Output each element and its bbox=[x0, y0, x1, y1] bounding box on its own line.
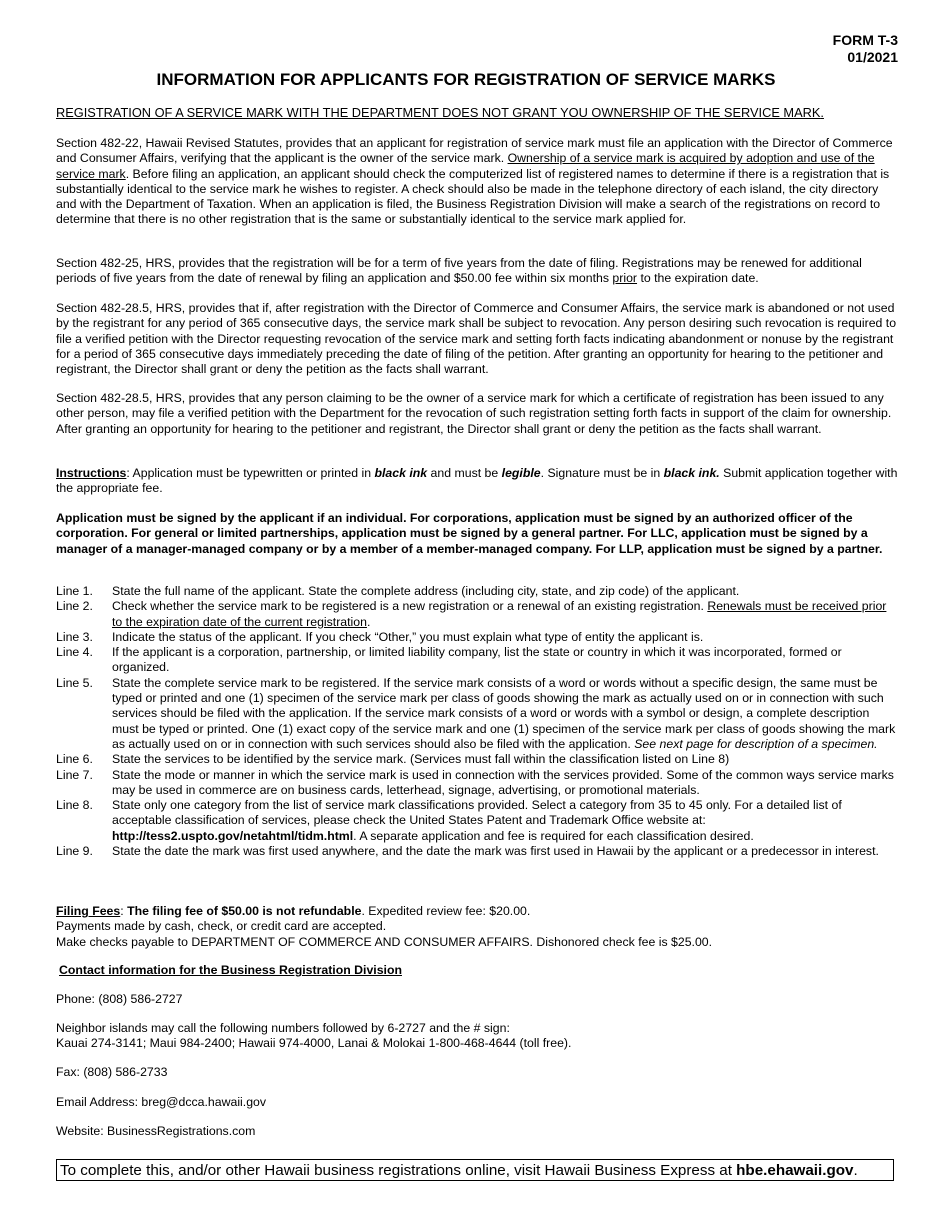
line-number: Line 4. bbox=[56, 645, 93, 660]
paragraph-482-22 bbox=[56, 136, 898, 228]
line-item-8 bbox=[56, 798, 898, 844]
instructions-legible: legible bbox=[501, 466, 541, 480]
line-item-7 bbox=[56, 768, 898, 799]
line-text bbox=[112, 599, 898, 630]
line-8-text-c: . A separate application and fee is required for each classification desired. bbox=[353, 828, 754, 843]
line-8-text-a: State only one category from the list of service mark classifications provided. Select a category from 35 to 45 only. For a detailed list of acceptable classification of services, please check the United States Patent and Trademark Office website at: bbox=[112, 798, 842, 828]
line-5-text-a: State the complete service mark to be registered. If the service mark consists of a word or words without a specific design, the same must be typed or printed and one (1) specimen of the service mark per class of goods showing the mark as actually used on or in connection with such services should be filed with the application. If the service mark consists of a word or words with a symbol or design, a complete description must be typed or printed. One (1) exact copy of the service mark and one (1) specimen of the service mark per class of goods showing the mark as actually used on or in connection with such services should also be filed with the application. bbox=[112, 675, 896, 751]
instructions-signature-ink: black ink. bbox=[663, 466, 720, 480]
line-text: Indicate the status of the applicant. If you check “Other,” you must explain what type of entity the applicant is. bbox=[112, 629, 704, 644]
line-number: Line 2. bbox=[56, 599, 93, 614]
filing-fees-separator: : bbox=[120, 904, 128, 918]
line-item-2 bbox=[56, 599, 898, 630]
line-number: Line 9. bbox=[56, 844, 93, 859]
line-item-9 bbox=[56, 844, 898, 859]
para2-prior-underlined: prior bbox=[612, 271, 638, 286]
line-number: Line 6. bbox=[56, 752, 93, 767]
banner-text: To complete this, and/or other Hawaii business registrations online, visit Hawaii Business Express at bbox=[60, 1162, 737, 1179]
instructions-text-2: and must be bbox=[427, 466, 502, 480]
banner-period: . bbox=[853, 1162, 858, 1179]
paragraph-482-28-5-abandonment: Section 482-28.5, HRS, provides that if, after registration with the Director of Commerce and Consumer Affairs, the service mark is abandoned or not used by the registrant for any period of 365 consecutive days, the service mark shall be subject to revocation. Any person desiring such revocation is required to file a verified petition with the Director requesting revocation of the service mark and setting forth facts indicating abandonment or nonuse by the registrant for a period of 365 consecutive days immediately preceding the date of filing of the petition. After granting an opportunity for hearing to the petitioner and registrant, the Director shall grant or deny the petition as the facts shall warrant. bbox=[56, 301, 897, 377]
line-5-specimen-note: See next page for description of a specimen. bbox=[634, 736, 878, 751]
line-item-1 bbox=[56, 584, 898, 599]
instructions-black-ink: black ink bbox=[374, 466, 428, 480]
filing-fee-not-refundable: The filing fee of $50.00 is not refundable bbox=[127, 904, 362, 918]
ownership-notice bbox=[56, 105, 824, 120]
line-text bbox=[112, 798, 898, 844]
neighbor-islands-info bbox=[56, 1021, 898, 1052]
form-number: FORM T-3 bbox=[832, 32, 898, 48]
neighbor-islands-intro: Neighbor islands may call the following numbers followed by 6-2727 and the # sign: bbox=[56, 1021, 510, 1035]
instructions-text-4: Submit application together with the appropriate fee. bbox=[56, 466, 898, 496]
para2-text-a: Section 482-25, HRS, provides that the registration will be for a term of five years from the date of filing. Registrations may be renewed for additional periods of five years from the date of renewal by filing an application and $50.00 fee within six months bbox=[56, 256, 862, 286]
contact-heading: Contact information for the Business Registration Division bbox=[59, 963, 402, 977]
form-date: 01/2021 bbox=[847, 49, 898, 65]
neighbor-islands-numbers: Kauai 274-3141; Maui 984-2400; Hawaii 974-4000, Lanai & Molokai 1-800-468-4644 (toll free). bbox=[56, 1036, 572, 1051]
payment-methods: Payments made by cash, check, or credit card are accepted. bbox=[56, 919, 387, 934]
line-text bbox=[112, 676, 898, 752]
line-number: Line 7. bbox=[56, 767, 93, 782]
line-number: Line 5. bbox=[56, 675, 93, 690]
line-text: State the mode or manner in which the service mark is used in connection with the services provided. Some of the common ways service marks may be used in commerce are on business cards, letterhead, signage, advertising, or promotional materials. bbox=[112, 767, 894, 797]
expedited-fee-text: . Expedited review fee: $20.00. bbox=[361, 904, 531, 918]
para1-text-c: . Before filing an application, an applicant should check the computerized list of registered names to determine if there is a registration that is substantially identical to the service mark he wishes to register. A check should also be made in the telephone directory of each island, the city directory and with the Department of Taxation. When an application is filed, the Business Registration Division will make a search of the registrations on record to determine that there is no other registration that is the same or substantially identical to the service mark applied for. bbox=[56, 166, 890, 227]
line-2-renewal-underlined: Renewals must be received prior to the expiration date of the current registration bbox=[112, 599, 887, 629]
contact-email[interactable]: Email Address: breg@dcca.hawaii.gov bbox=[56, 1095, 267, 1109]
para1-ownership-underlined: Ownership of a service mark is acquired by adoption and use of the service mark bbox=[56, 151, 875, 181]
form-identifier bbox=[833, 32, 898, 66]
line-instructions-list bbox=[56, 584, 898, 859]
line-2-text-c: . bbox=[366, 614, 371, 629]
para1-text-a: Section 482-22, Hawaii Revised Statutes, provides that an applicant for registration of service mark must file an application with the Director of Commerce and Consumer Affairs, verifying that the applicant is the owner of the service mark. bbox=[56, 136, 893, 166]
line-item-5 bbox=[56, 676, 898, 752]
check-payable-info: Make checks payable to DEPARTMENT OF COMMERCE AND CONSUMER AFFAIRS. Dishonored check fee is $25.00. bbox=[56, 934, 713, 949]
paragraph-482-25 bbox=[56, 256, 898, 287]
line-text: State the services to be identified by the service mark. (Services must fall within the classification listed on Line 8) bbox=[112, 752, 730, 767]
uspto-link[interactable]: http://tess2.uspto.gov/netahtml/tidm.html bbox=[112, 828, 354, 843]
online-registration-banner bbox=[56, 1159, 894, 1181]
line-text: If the applicant is a corporation, partnership, or limited liability company, list the state or country in which it was incorporated, formed or organized. bbox=[112, 645, 842, 675]
line-item-6 bbox=[56, 752, 898, 767]
line-item-4 bbox=[56, 645, 898, 676]
filing-fee-line bbox=[56, 904, 898, 919]
line-item-3 bbox=[56, 630, 898, 645]
contact-website[interactable]: Website: BusinessRegistrations.com bbox=[56, 1124, 256, 1138]
line-number: Line 1. bbox=[56, 584, 93, 598]
para2-text-c: to the expiration date. bbox=[637, 271, 759, 286]
instructions-text-3: . Signature must be in bbox=[540, 466, 664, 480]
instructions-label: Instructions bbox=[56, 466, 127, 480]
line-2-text-a: Check whether the service mark to be registered is a new registration or a renewal of an existing registration. bbox=[112, 599, 708, 614]
contact-fax: Fax: (808) 586-2733 bbox=[56, 1065, 168, 1079]
line-number: Line 3. bbox=[56, 629, 93, 644]
ownership-notice-period: . bbox=[820, 105, 824, 120]
line-number: Line 8. bbox=[56, 798, 93, 813]
signing-rules-paragraph: Application must be signed by the applicant if an individual. For corporations, application must be signed by an authorized officer of the corporation. For general or limited partnerships, application must be signed by a general partner. For LLC, application must be signed by a manager of a manager-managed company or by a member of a member-managed company. For LLP, application must be signed by a partner. bbox=[56, 511, 883, 556]
filing-fees-label: Filing Fees bbox=[56, 904, 121, 918]
filing-fees-section bbox=[56, 904, 898, 950]
instructions-text-1: : Application must be typewritten or printed in bbox=[126, 466, 375, 480]
contact-phone: Phone: (808) 586-2727 bbox=[56, 992, 183, 1006]
ownership-notice-text: REGISTRATION OF A SERVICE MARK WITH THE DEPARTMENT DOES NOT GRANT YOU OWNERSHIP OF THE SERVICE MARK bbox=[56, 105, 821, 120]
hbe-link[interactable]: hbe.ehawaii.gov bbox=[736, 1162, 854, 1179]
line-text: State the date the mark was first used anywhere, and the date the mark was first used in Hawaii by the applicant or a predecessor in interest. bbox=[112, 844, 879, 859]
instructions-paragraph bbox=[56, 466, 898, 497]
paragraph-482-28-5-ownership: Section 482-28.5, HRS, provides that any person claiming to be the owner of a service mark for which a certificate of registration has been issued to any other person, may file a verified petition with the Department for the revocation of such registration setting forth facts in support of the claim for ownership. After granting an opportunity for hearing to the petitioner and registrant, the Director shall grant or deny the petition as the facts shall warrant. bbox=[56, 391, 892, 436]
line-text: State the full name of the applicant. State the complete address (including city, state, and zip code) of the applicant. bbox=[112, 584, 740, 598]
page-title: INFORMATION FOR APPLICANTS FOR REGISTRATION OF SERVICE MARKS bbox=[156, 70, 776, 89]
